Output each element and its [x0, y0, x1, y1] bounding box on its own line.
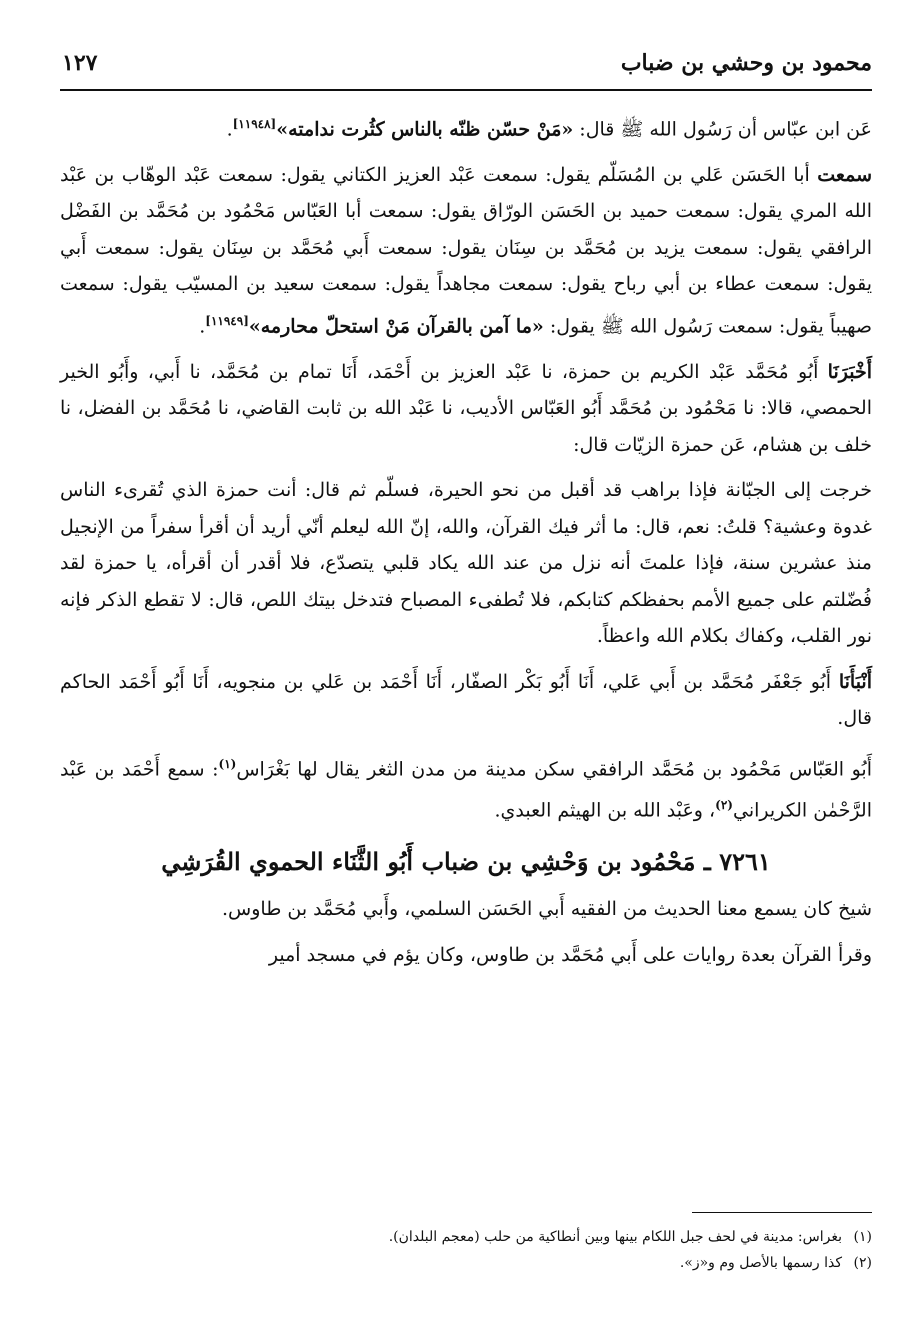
footnote-2 [60, 1250, 872, 1276]
footnote-2-number: (٢) [853, 1255, 872, 1271]
paragraph-2-text: أبا الحَسَن عَلي بن المُسَلّم يقول: سمعت عَبْد العزيز الكتاني يقول: سمعت عَبْد الوهّاب بن عَبْد الله المري يقول: سمعت حميد بن الحَسَن الورّاق يقول: سمعت أبا العَبّاس مَحْمُود بن مُحَمَّد بن الفَضْل الرافقي يقول: سمعت يزيد بن مُحَمَّد بن سِنَان يقول: سمعت أَبي مُحَمَّد بن سِنَان يقول: سمعت أَبي يقول: سمعت عطاء بن أبي رباح يقول: سمعت مجاهداً يقول: سمعت سعيد بن المسيّب يقول: سمعت صهيباً يقول: سمعت رَسُول الله ﷺ يقول: [60, 163, 872, 338]
paragraph-8 [60, 937, 872, 974]
footnotes [60, 1224, 872, 1276]
paragraph-7 [60, 891, 872, 928]
paragraph-4-text: خرجت إلى الجبّانة فإذا براهب قد أقبل من نحو الحيرة، فسلّم ثم قال: أنت حمزة الذي تُقرىء الناس غدوة وعشية؟ قلتُ: نعم، قال: ما أثر فيك القرآن، والله، إنّ الله ليعلم أنّي أريد أن أقرأ سفراً من الإنجيل منذ عشرين سنة، فإذا علمتَ أنه نزل من عند الله يكاد قلبي يتصدّع، فلا أقدر أن أقرأه، يا حمزة لقد فُضّلتم على جميع الأمم بحفظكم كتابكم، فلا تُطفىء المصباح فتدخل بيتك اللص، قال: لا تقطع الذكر فإنه نور القلب، وكفاك بكلام الله واعظاً. [60, 479, 872, 648]
paragraph-2-lead: سمعت [817, 163, 872, 186]
footnote-2-text: كذا رسمها بالأصل وم و«ز». [679, 1255, 842, 1271]
paragraph-4 [60, 472, 872, 655]
hadith-ref-2: [١١٩٤٩] [205, 313, 249, 328]
paragraph-1-end: . [226, 118, 233, 141]
paragraph-6 [60, 746, 872, 830]
paragraph-1-text: عَن ابن عبّاس أن رَسُول الله ﷺ قال: [573, 118, 872, 141]
footnote-marker-1: (١) [218, 756, 237, 771]
paragraph-2-end: . [199, 315, 206, 338]
footnote-1 [60, 1224, 872, 1250]
hadith-quote-2: «ما آمن بالقرآن مَنْ استحلّ محارمه» [248, 315, 544, 338]
footnote-marker-2: (٢) [715, 798, 733, 813]
paragraph-5-lead: أَنْبَأَنَا [838, 670, 872, 693]
hadith-quote-1: «مَنْ حسّن ظنّه بالناس كثُرت ندامته» [276, 118, 574, 141]
hadith-ref-1: [١١٩٤٨] [232, 117, 277, 131]
header-rule [60, 89, 872, 91]
paragraph-8-text: وقرأ القرآن بعدة روايات على أَبي مُحَمَّد بن طاوس، وكان يؤم في مسجد أمير [268, 943, 872, 966]
page-header [60, 40, 872, 74]
paragraph-6-text-3: ، وعَبْد الله بن الهيثم العبدي. [494, 799, 716, 822]
paragraph-3 [60, 354, 872, 464]
body-text [60, 106, 872, 982]
paragraph-6-text-2: : سمع أَحْمَد بن عَبْد الرَّحْمٰن الكريراني [60, 757, 872, 822]
footnote-rule [692, 1212, 872, 1213]
footnote-1-number: (١) [853, 1229, 872, 1245]
paragraph-3-lead: أَخْبَرَنَا [827, 360, 872, 383]
paragraph-5 [60, 664, 872, 737]
document-page [60, 40, 872, 1300]
paragraph-1 [60, 106, 872, 148]
footnote-1-text: بغراس: مدينة في لحف جبل اللكام بينها وبين أنطاكية من حلب (معجم البلدان). [388, 1229, 842, 1245]
paragraph-3-text: أَبُو مُحَمَّد عَبْد الكريم بن حمزة، نا عَبْد العزيز بن أَحْمَد، أَنَا تمام بن مُحَمَّد، نا أَبي، وأَبُو الخير الحمصي، قالا: نا مَحْمُود بن مُحَمَّد أَبُو العَبّاس الأديب، نا عَبْد الله بن ثابت القاضي، نا مُحَمَّد بن الفضل، نا خلف بن هشام، عَن حمزة الزيّات قال: [60, 360, 872, 456]
paragraph-2 [60, 157, 872, 345]
running-title: محمود بن وحشي بن ضباب [620, 50, 872, 76]
entry-heading: ٧٢٦١ ـ مَحْمُود بن وَحْشِي بن ضباب أَبُو الثَّنَاء الحموي القُرَشِي [161, 847, 771, 877]
paragraph-7-text: شيخ كان يسمع معنا الحديث من الفقيه أَبي الحَسَن السلمي، وأَبي مُحَمَّد بن طاوس. [222, 898, 872, 921]
paragraph-6-text: أَبُو العَبّاس مَحْمُود بن مُحَمَّد الرافقي سكن مدينة من مدن الثغر يقال لها بَغْرَاس [236, 757, 872, 780]
paragraph-5-text: أَبُو جَعْفَر مُحَمَّد بن أَبي عَلي، أَنَا أَبُو بَكْر الصفّار، أَنَا أَحْمَد بن عَلي بن منجويه، أَنَا أَبُو أَحْمَد الحاكم قال. [60, 670, 872, 730]
page-number: ١٢٧ [62, 50, 98, 76]
